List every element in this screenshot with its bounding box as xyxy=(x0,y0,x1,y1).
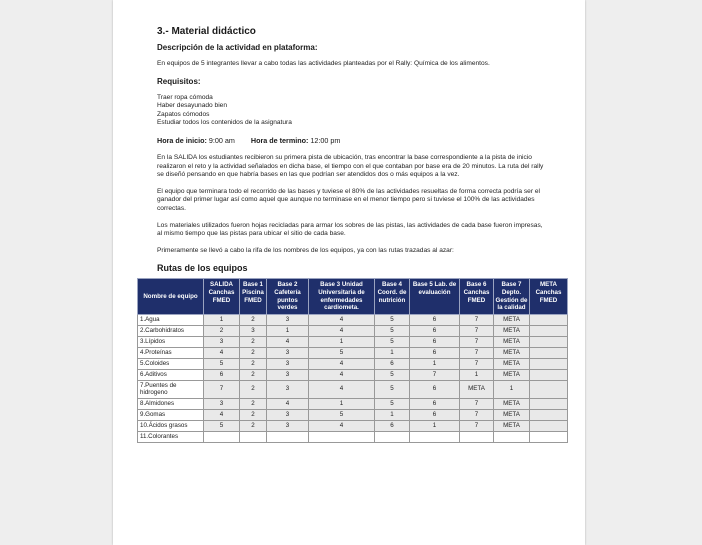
table-cell: 4 xyxy=(267,336,309,347)
table-cell: 3 xyxy=(204,336,240,347)
table-cell xyxy=(530,380,568,398)
table-cell: 3 xyxy=(267,369,309,380)
table-cell: 4 xyxy=(204,409,240,420)
team-name-cell: 5.Coloides xyxy=(138,358,204,369)
table-row xyxy=(138,369,568,380)
table-cell: 2 xyxy=(240,336,267,347)
table-row xyxy=(138,380,568,398)
table-cell: 3 xyxy=(267,358,309,369)
table-cell xyxy=(410,431,460,442)
table-cell: 7 xyxy=(460,398,494,409)
requirements-list xyxy=(157,94,549,128)
table-row xyxy=(138,431,568,442)
table-cell: 5 xyxy=(375,325,410,336)
table-cell: 1 xyxy=(410,420,460,431)
table-cell: 3 xyxy=(204,398,240,409)
team-name-cell: 3.Lípidos xyxy=(138,336,204,347)
table-cell: 4 xyxy=(309,358,375,369)
table-row xyxy=(138,325,568,336)
table-cell: 2 xyxy=(240,398,267,409)
table-cell xyxy=(530,369,568,380)
table-cell: 2 xyxy=(240,358,267,369)
column-header: Base 3 Unidad Universitaria de enfermedades cardiometa. xyxy=(309,279,375,314)
activity-heading: Descripción de la actividad en plataforma: xyxy=(157,43,318,52)
table-cell xyxy=(240,431,267,442)
start-label: Hora de inicio: xyxy=(157,135,207,145)
table-cell: 3 xyxy=(267,314,309,325)
table-cell xyxy=(309,431,375,442)
column-header-team: Nombre de equipo xyxy=(138,279,204,314)
paragraph: En la SALIDA los estudiantes recibieron su primera pista de ubicación, tras encontrar la base correspondiente a la pista de inicio realizaron el reto y la actividad señalados en dicha base, el tiempo con el que contaban por base era de 20 minutos. La ruta del rally se diseñó pensando en que habría bases en las que podrían ser atendidos dos o más equipos a la vez. xyxy=(157,153,544,179)
column-header: Base 7 Depto. Gestión de la calidad xyxy=(494,279,530,314)
table-cell xyxy=(204,431,240,442)
table-cell: META xyxy=(460,380,494,398)
table-cell xyxy=(530,398,568,409)
table-cell: 6 xyxy=(375,358,410,369)
table-row xyxy=(138,336,568,347)
table-cell xyxy=(494,431,530,442)
table-cell: 6 xyxy=(410,336,460,347)
table-cell: 7 xyxy=(460,336,494,347)
table-cell: 6 xyxy=(204,369,240,380)
table-cell: 3 xyxy=(267,380,309,398)
table-cell xyxy=(530,347,568,358)
end-value: 12:00 pm xyxy=(310,135,341,145)
team-name-cell: 7.Puentes de hidrogeno xyxy=(138,380,204,398)
table-cell: 7 xyxy=(410,369,460,380)
table-cell: 3 xyxy=(267,409,309,420)
table-cell xyxy=(267,431,309,442)
table-cell: META xyxy=(494,314,530,325)
table-cell: 1 xyxy=(410,358,460,369)
table-row xyxy=(138,347,568,358)
table-cell: 2 xyxy=(240,380,267,398)
requirement-item: Traer ropa cómoda xyxy=(157,93,213,101)
start-value: 9:00 am xyxy=(208,135,235,145)
column-header: SALIDA Canchas FMED xyxy=(204,279,240,314)
table-cell xyxy=(530,409,568,420)
table-cell: META xyxy=(494,409,530,420)
table-row xyxy=(138,409,568,420)
table-cell: 5 xyxy=(375,380,410,398)
table-cell: 6 xyxy=(410,409,460,420)
table-cell: 2 xyxy=(240,369,267,380)
table-cell: META xyxy=(494,420,530,431)
table-cell: 1 xyxy=(309,336,375,347)
table-cell: 5 xyxy=(375,336,410,347)
table-row xyxy=(138,398,568,409)
table-row xyxy=(138,420,568,431)
page-content xyxy=(140,26,562,443)
table-header-row xyxy=(138,279,568,314)
team-name-cell: 4.Proteínas xyxy=(138,347,204,358)
team-name-cell: 11.Colorantes xyxy=(138,431,204,442)
table-cell: 5 xyxy=(375,369,410,380)
table-cell: 1 xyxy=(309,398,375,409)
table-cell: 1 xyxy=(375,409,410,420)
requirement-item: Estudiar todos los contenidos de la asignatura xyxy=(157,119,292,127)
activity-text: En equipos de 5 integrantes llevar a cabo todas las actividades planteadas por el Rally: Química de los alimentos. xyxy=(157,60,490,67)
document-page xyxy=(113,0,585,545)
team-name-cell: 1.Agua xyxy=(138,314,204,325)
table-cell: 4 xyxy=(309,369,375,380)
table-cell: 6 xyxy=(375,420,410,431)
table-cell: 6 xyxy=(410,314,460,325)
table-cell: 6 xyxy=(410,325,460,336)
paragraph: Los materiales utilizados fueron hojas recicladas para armar los sobres de las pistas, las actividades de cada base fueron impresas, al mismo tiempo que las pistas para ubicar el sitio de cada base. xyxy=(157,221,543,238)
table-cell: 7 xyxy=(460,314,494,325)
table-cell: 1 xyxy=(204,314,240,325)
column-header: Base 5 Lab. de evaluación xyxy=(410,279,460,314)
table-row xyxy=(138,314,568,325)
table-cell: 2 xyxy=(204,325,240,336)
table-cell: 6 xyxy=(410,380,460,398)
table-cell: 3 xyxy=(267,420,309,431)
section-title: 3.- Material didáctico xyxy=(157,26,256,37)
table-cell xyxy=(530,431,568,442)
table-cell: 7 xyxy=(204,380,240,398)
column-header: Base 1 Piscina FMED xyxy=(240,279,267,314)
table-cell: 7 xyxy=(460,325,494,336)
table-cell: META xyxy=(494,358,530,369)
column-header: Base 4 Coord. de nutrición xyxy=(375,279,410,314)
table-cell: 2 xyxy=(240,420,267,431)
routes-title: Rutas de los equipos xyxy=(157,263,248,274)
table-cell: 6 xyxy=(410,398,460,409)
table-cell: 7 xyxy=(460,409,494,420)
table-cell: 4 xyxy=(267,398,309,409)
table-cell: 4 xyxy=(204,347,240,358)
paragraph: Primeramente se llevó a cabo la rifa de los nombres de los equipos, ya con las rutas trazadas al azar: xyxy=(157,246,454,254)
table-cell: 1 xyxy=(460,369,494,380)
table-body xyxy=(138,314,568,442)
table-cell: 5 xyxy=(375,314,410,325)
table-cell xyxy=(530,336,568,347)
table-cell xyxy=(375,431,410,442)
end-label: Hora de termino: xyxy=(250,135,309,145)
requirement-item: Haber desayunado bien xyxy=(157,102,228,110)
column-header: Base 6 Canchas FMED xyxy=(460,279,494,314)
table-cell: 7 xyxy=(460,358,494,369)
table-cell: 2 xyxy=(240,409,267,420)
table-cell: 3 xyxy=(240,325,267,336)
column-header: Base 2 Cafetería puntos verdes xyxy=(267,279,309,314)
table-cell: 5 xyxy=(204,420,240,431)
table-row xyxy=(138,358,568,369)
table-cell: 2 xyxy=(240,314,267,325)
table-cell: 5 xyxy=(309,409,375,420)
table-cell: 4 xyxy=(309,325,375,336)
table-cell: META xyxy=(494,336,530,347)
schedule-line xyxy=(157,136,549,145)
team-name-cell: 2.Carbohidratos xyxy=(138,325,204,336)
table-cell: 4 xyxy=(309,420,375,431)
table-cell: 4 xyxy=(309,380,375,398)
requirements-heading: Requisitos: xyxy=(157,76,201,86)
table-cell: 4 xyxy=(309,314,375,325)
table-cell: META xyxy=(494,347,530,358)
requirement-item: Zapatos cómodos xyxy=(157,110,210,118)
table-cell: 7 xyxy=(460,420,494,431)
table-cell: 1 xyxy=(267,325,309,336)
table-cell: META xyxy=(494,325,530,336)
table-cell: 7 xyxy=(460,347,494,358)
table-cell xyxy=(530,420,568,431)
table-cell: 2 xyxy=(240,347,267,358)
table-cell xyxy=(460,431,494,442)
table-cell xyxy=(530,358,568,369)
table-cell: 1 xyxy=(494,380,530,398)
table-cell xyxy=(530,314,568,325)
table-cell: 5 xyxy=(204,358,240,369)
team-name-cell: 6.Aditivos xyxy=(138,369,204,380)
table-cell: 5 xyxy=(309,347,375,358)
table-cell: 3 xyxy=(267,347,309,358)
team-name-cell: 10.Ácidos grasos xyxy=(138,420,204,431)
table-cell: 6 xyxy=(410,347,460,358)
routes-table xyxy=(137,278,568,442)
team-name-cell: 9.Gomas xyxy=(138,409,204,420)
table-cell: META xyxy=(494,369,530,380)
table-cell: 5 xyxy=(375,398,410,409)
table-cell: 1 xyxy=(375,347,410,358)
team-name-cell: 8.Almidones xyxy=(138,398,204,409)
column-header: META Canchas FMED xyxy=(530,279,568,314)
table-cell xyxy=(530,325,568,336)
paragraph: El equipo que terminara todo el recorrido de las bases y tuviese el 80% de las actividades resueltas de forma correcta podría ser el ganador del primer lugar así como aquel que aunque no terminase en el menor tiempo pero si tuviese el 100% de las actividades correctas. xyxy=(157,187,541,212)
table-cell: META xyxy=(494,398,530,409)
